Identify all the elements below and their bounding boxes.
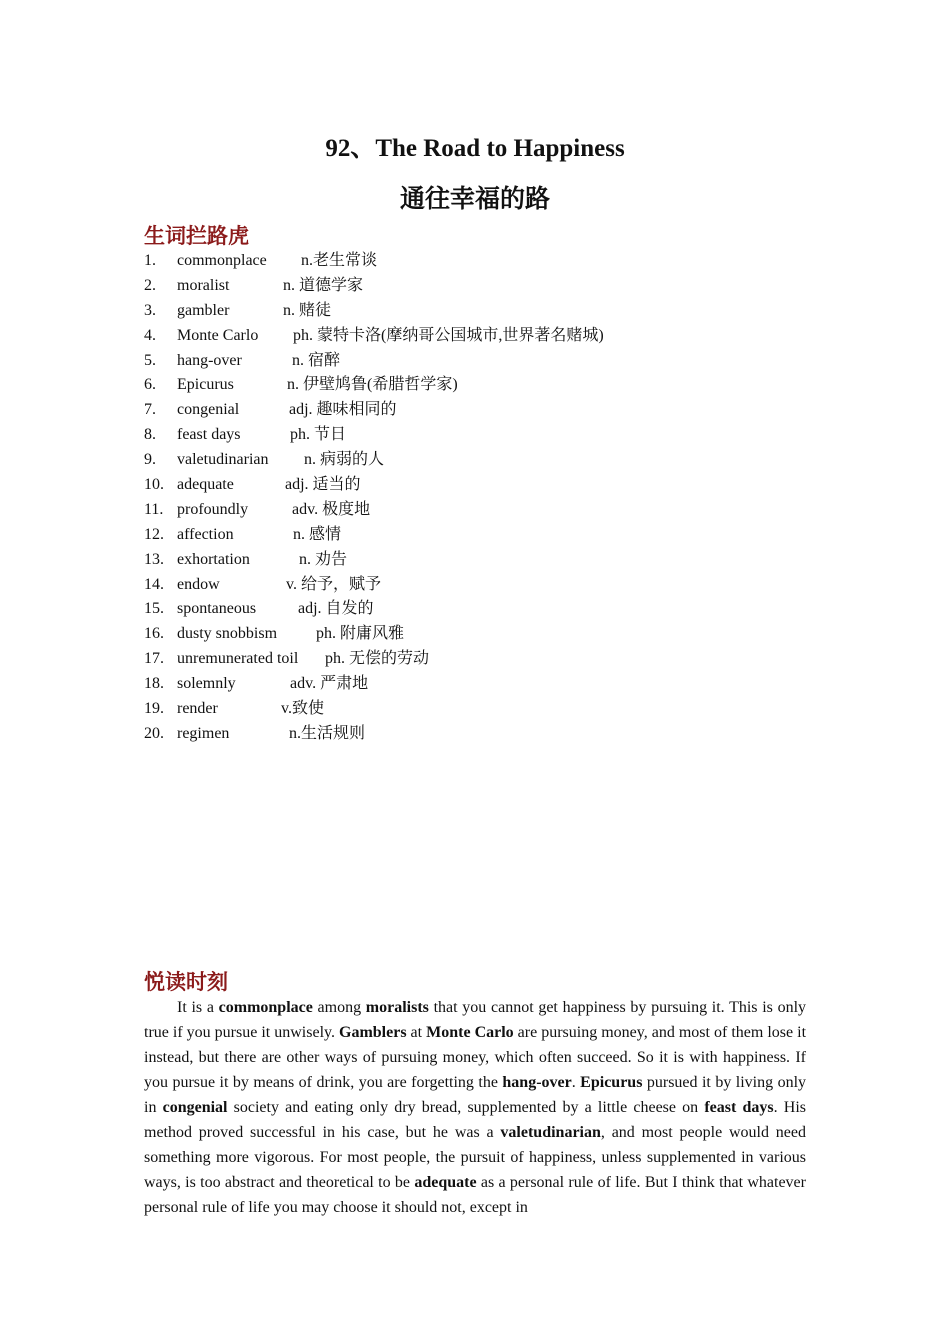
- vocab-number: 17.: [144, 650, 164, 668]
- vocab-item: [144, 448, 844, 473]
- vocab-word: unremunerated toil: [177, 650, 299, 668]
- vocab-number: 7.: [144, 401, 156, 419]
- vocab-definition: adj. 趣味相同的: [289, 401, 397, 419]
- vocab-item: [144, 597, 844, 622]
- vocab-item: [144, 498, 844, 523]
- vocab-definition: n. 伊壁鸠鲁(希腊哲学家): [287, 376, 458, 394]
- vocab-number: 16.: [144, 625, 164, 643]
- passage-text: are pursuing money, and most of them lose it instead, but there are other ways of pursuing money, which often succeed. So it is with happiness. If you pursue it by means of drink, you are forgetting the: [144, 1024, 807, 1091]
- vocab-term-highlight: valetudinarian: [500, 1124, 601, 1141]
- vocab-item: [144, 249, 844, 274]
- vocab-word: regimen: [177, 724, 230, 742]
- vocab-definition: n.老生常谈: [301, 252, 378, 269]
- passage-text: society and eating only dry bread, supplemented by a little cheese on: [227, 1099, 705, 1116]
- reading-heading: 悦读时刻: [144, 970, 228, 994]
- vocab-number: 4.: [144, 326, 156, 344]
- vocab-definition: n. 赌徒: [283, 301, 332, 319]
- vocab-word: moralist: [177, 276, 230, 294]
- vocab-number: 5.: [144, 351, 156, 369]
- vocab-definition: adj. 自发的: [298, 600, 374, 618]
- vocab-term-highlight: Monte Carlo: [426, 1024, 514, 1041]
- passage-text: as a personal rule of life. But I think that whatever personal rule of life you may choose it should not, except in: [144, 1174, 806, 1216]
- vocab-definition: v.致使: [281, 700, 324, 718]
- vocab-word: commonplace: [177, 252, 267, 269]
- vocab-word: affection: [177, 525, 234, 543]
- vocab-item: [144, 722, 844, 747]
- vocab-number: 9.: [144, 451, 156, 469]
- vocab-term-highlight: commonplace: [218, 999, 313, 1016]
- vocab-list: [144, 249, 844, 747]
- vocab-definition: n. 病弱的人: [304, 451, 385, 469]
- passage-text: among: [312, 999, 366, 1016]
- vocab-definition: n. 感情: [293, 525, 342, 543]
- vocab-item: [144, 349, 844, 374]
- vocab-definition: n. 劝告: [299, 550, 348, 568]
- vocab-word: solemnly: [177, 675, 236, 693]
- vocab-item: [144, 647, 844, 672]
- passage-text: . His method proved successful in his case, but he was a: [144, 1099, 807, 1141]
- vocab-word: gambler: [177, 301, 230, 319]
- vocab-item: [144, 672, 844, 697]
- vocab-number: 12.: [144, 525, 164, 543]
- vocab-heading: 生词拦路虎: [144, 224, 249, 248]
- vocab-item: [144, 548, 844, 573]
- vocab-item: [144, 622, 844, 647]
- vocab-item: [144, 324, 844, 349]
- vocab-number: 15.: [144, 600, 164, 618]
- vocab-definition: adj. 适当的: [285, 476, 361, 494]
- vocab-number: 10.: [144, 476, 164, 494]
- vocab-term-highlight: adequate: [414, 1174, 477, 1191]
- title-english: 92、The Road to Happiness: [325, 135, 625, 162]
- vocab-item: [144, 697, 844, 722]
- vocab-word: spontaneous: [177, 600, 257, 618]
- vocab-word: render: [177, 700, 218, 718]
- passage-text: .: [571, 1074, 581, 1091]
- vocab-number: 3.: [144, 301, 156, 319]
- vocab-item: [144, 398, 844, 423]
- vocab-number: 2.: [144, 276, 156, 294]
- vocab-definition: n. 道德学家: [283, 276, 364, 294]
- vocab-definition: adv. 严肃地: [290, 675, 369, 693]
- passage-text: , and most people would need something more vigorous. For most people, the pursuit of happiness, unless supplemented in various ways, is too abstract and theoretical to be: [144, 1124, 806, 1191]
- vocab-definition: n.生活规则: [289, 724, 366, 742]
- vocab-item: [144, 373, 844, 398]
- vocab-number: 11.: [144, 500, 164, 518]
- vocab-term-highlight: Gamblers: [339, 1024, 407, 1041]
- title-chinese: 通往幸福的路: [399, 184, 550, 213]
- vocab-word: Epicurus: [177, 376, 234, 394]
- vocab-word: endow: [177, 575, 220, 593]
- passage-text: It is a: [177, 999, 219, 1016]
- vocab-number: 6.: [144, 376, 156, 394]
- vocab-number: 14.: [144, 575, 164, 593]
- vocab-word: hang-over: [177, 351, 242, 369]
- vocab-word: profoundly: [177, 500, 249, 518]
- vocab-item: [144, 274, 844, 299]
- vocab-number: 18.: [144, 675, 164, 693]
- vocab-definition: ph. 节日: [290, 426, 347, 444]
- vocab-term-highlight: Epicurus: [580, 1074, 643, 1091]
- vocab-item: [144, 423, 844, 448]
- vocab-word: dusty snobbism: [177, 625, 278, 643]
- vocab-word: Monte Carlo: [177, 326, 259, 344]
- passage-text: pursued it by living only in: [144, 1074, 807, 1116]
- vocab-word: valetudinarian: [177, 451, 269, 469]
- vocab-word: feast days: [177, 426, 241, 444]
- vocab-definition: ph. 附庸风雅: [316, 625, 405, 643]
- vocab-number: 19.: [144, 700, 164, 718]
- vocab-term-highlight: moralists: [365, 999, 429, 1016]
- vocab-word: adequate: [177, 476, 234, 494]
- vocab-number: 20.: [144, 724, 164, 742]
- vocab-definition: n. 宿醉: [292, 351, 341, 369]
- vocab-number: 8.: [144, 426, 156, 444]
- vocab-term-highlight: feast days: [704, 1099, 774, 1116]
- vocab-term-highlight: hang-over: [502, 1074, 572, 1091]
- vocab-item: [144, 573, 844, 598]
- vocab-item: [144, 523, 844, 548]
- vocab-item: [144, 473, 844, 498]
- passage-text: at: [406, 1024, 427, 1041]
- passage-text: that you cannot get happiness by pursuing it. This is only true if you pursue it unwisely.: [144, 999, 807, 1041]
- vocab-definition: v. 给予，赋予: [286, 575, 381, 593]
- vocab-definition: adv. 极度地: [292, 500, 371, 518]
- vocab-definition: ph. 蒙特卡洛(摩纳哥公国城市,世界著名赌城): [293, 326, 604, 344]
- vocab-item: [144, 299, 844, 324]
- vocab-definition: ph. 无偿的劳动: [325, 650, 430, 668]
- reading-passage: [144, 995, 806, 1220]
- vocab-term-highlight: congenial: [162, 1099, 228, 1116]
- vocab-number: 13.: [144, 550, 164, 568]
- vocab-word: congenial: [177, 401, 240, 419]
- vocab-word: exhortation: [177, 550, 250, 568]
- vocab-number: 1.: [144, 252, 156, 269]
